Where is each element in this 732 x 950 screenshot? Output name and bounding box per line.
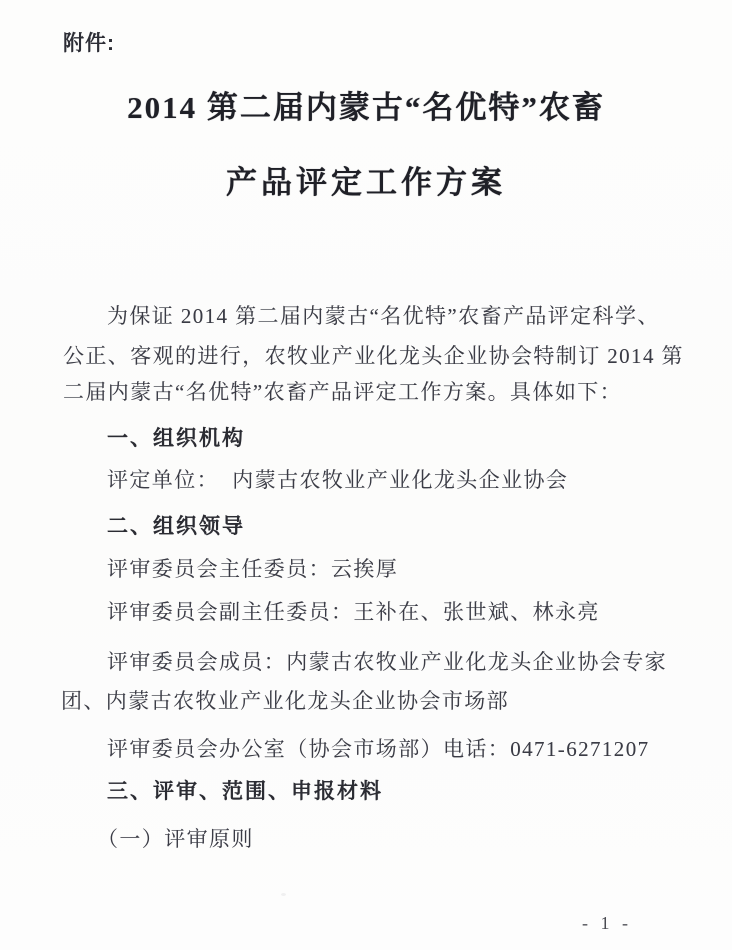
intro-line2: 公正、客观的进行，农牧业产业化龙头企业协会特制订 2014 第 [63,344,684,368]
intro-line3: 二届内蒙古“名优特”农畜产品评定工作方案。具体如下： [63,380,623,404]
section3-heading: 三、评审、范围、申报材料 [107,780,383,803]
committee-vice-chairs-line: 评审委员会副主任委员：王补在、张世斌、林永亮 [107,600,600,624]
section1-heading: 一、组织机构 [107,427,245,450]
document-title-line1: 2014 第二届内蒙古“名优特”农畜 [127,90,605,125]
committee-members-line2: 团、内蒙古农牧业产业化龙头企业协会市场部 [61,689,509,713]
committee-chair-line: 评审委员会主任委员：云挨厚 [107,557,399,581]
document-title-line2: 产品评定工作方案 [226,165,506,200]
attachment-label: 附件: [63,32,115,55]
committee-members-line1: 评审委员会成员：内蒙古农牧业产业化龙头企业协会专家 [107,650,667,674]
committee-office-phone-line: 评审委员会办公室（协会市场部）电话：0471-6271207 [107,737,650,761]
page-number: - 1 - [582,913,632,933]
section2-heading: 二、组织领导 [107,515,245,538]
intro-line1: 为保证 2014 第二届内蒙古“名优特”农畜产品评定科学、 [107,304,660,328]
rating-unit-line: 评定单位： 内蒙古农牧业产业化龙头企业协会 [107,468,569,492]
section3-subheading: （一）评审原则 [97,827,254,851]
scan-artifact-speck [281,893,286,896]
